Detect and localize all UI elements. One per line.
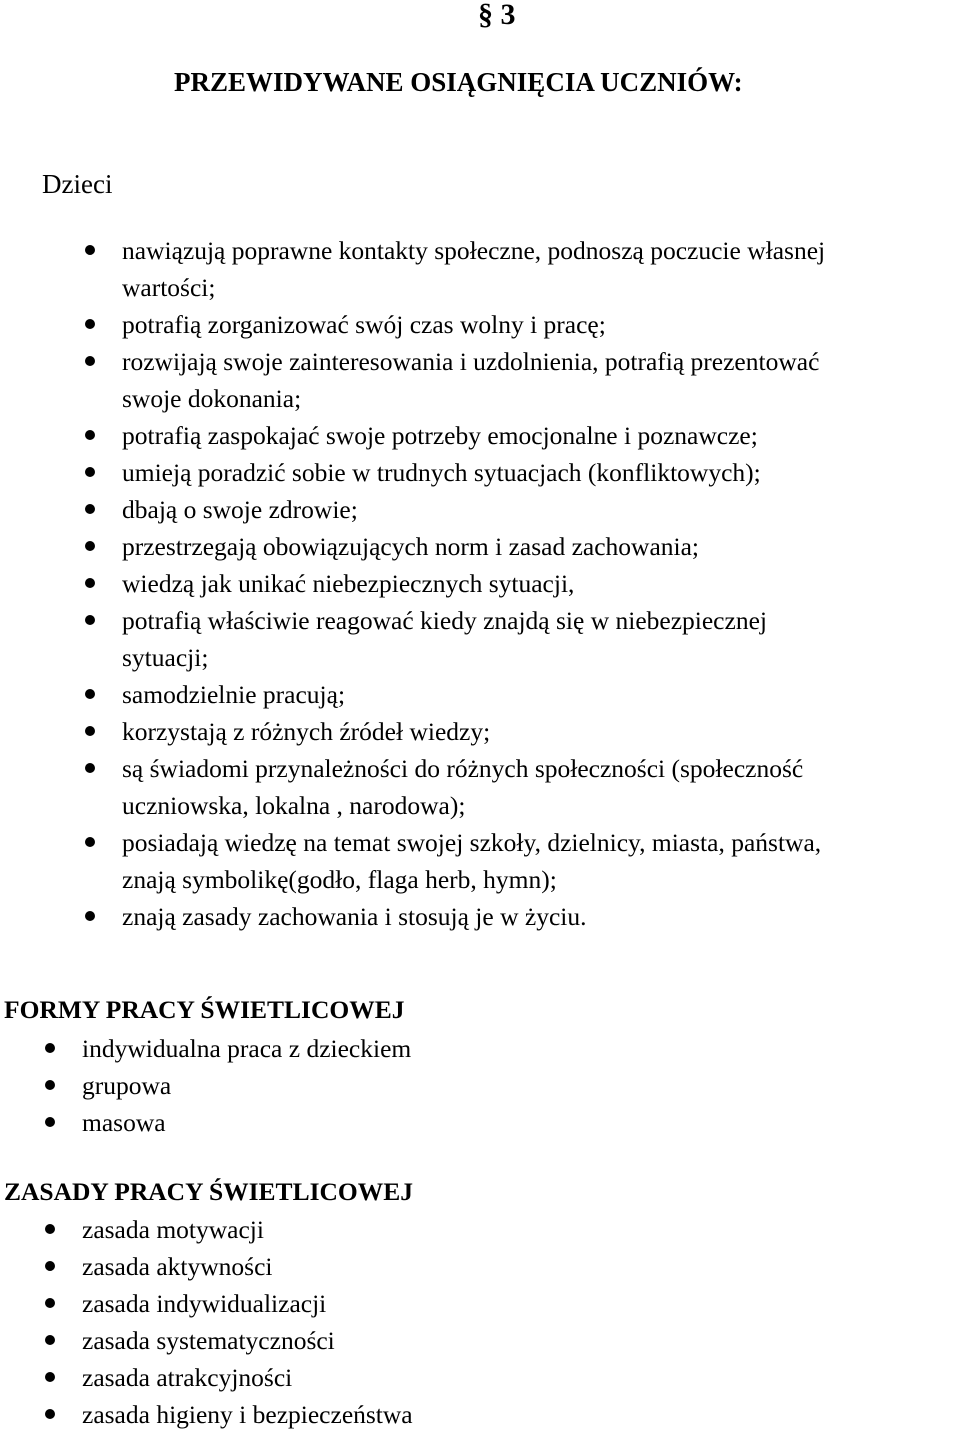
achievement-text-line: wartości; bbox=[122, 273, 216, 302]
bullet-icon bbox=[45, 1043, 55, 1053]
principle-item-text: zasada higieny i bezpieczeństwa bbox=[82, 1400, 413, 1429]
principle-item bbox=[82, 1396, 413, 1433]
principle-item-text: zasada indywidualizacji bbox=[82, 1289, 327, 1318]
achievement-text-line: rozwijają swoje zainteresowania i uzdolnienia, potrafią prezentować bbox=[122, 347, 820, 376]
achievement-text-line: znają symbolikę(godło, flaga herb, hymn); bbox=[122, 865, 557, 894]
principle-item-text: zasada motywacji bbox=[82, 1215, 264, 1244]
form-item bbox=[82, 1030, 411, 1067]
bullet-icon bbox=[45, 1261, 55, 1271]
bullet-icon bbox=[85, 578, 95, 588]
achievement-text-line: znają zasady zachowania i stosują je w życiu. bbox=[122, 902, 587, 931]
form-item-text: masowa bbox=[82, 1108, 166, 1137]
bullet-icon bbox=[85, 763, 95, 773]
bullet-icon bbox=[85, 615, 95, 625]
principles-list bbox=[82, 1211, 413, 1433]
achievement-text-line: swoje dokonania; bbox=[122, 384, 302, 413]
forms-heading: FORMY PRACY ŚWIETLICOWEJ bbox=[4, 995, 405, 1024]
achievement-text-line: przestrzegają obowiązujących norm i zasad zachowania; bbox=[122, 532, 699, 561]
bullet-icon bbox=[45, 1117, 55, 1127]
achievement-item bbox=[122, 454, 960, 491]
bullet-icon bbox=[85, 467, 95, 477]
achievement-item bbox=[122, 417, 960, 454]
achievement-item bbox=[122, 750, 960, 824]
achievement-item bbox=[122, 565, 960, 602]
achievement-text-line: potrafią właściwie reagować kiedy znajdą się w niebezpiecznej bbox=[122, 606, 767, 635]
principle-item bbox=[82, 1285, 413, 1322]
principles-heading: ZASADY PRACY ŚWIETLICOWEJ bbox=[4, 1177, 414, 1206]
principle-item-text: zasada aktywności bbox=[82, 1252, 273, 1281]
bullet-icon bbox=[45, 1224, 55, 1234]
forms-list bbox=[82, 1030, 411, 1141]
form-item-text: grupowa bbox=[82, 1071, 172, 1100]
bullet-icon bbox=[85, 541, 95, 551]
achievement-text-line: potrafią zaspokajać swoje potrzeby emocjonalne i poznawcze; bbox=[122, 421, 758, 450]
achievement-text-line: potrafią zorganizować swój czas wolny i pracę; bbox=[122, 310, 606, 339]
achievement-text-line: wiedzą jak unikać niebezpiecznych sytuacji, bbox=[122, 569, 575, 598]
principle-item-text: zasada systematyczności bbox=[82, 1326, 335, 1355]
achievement-item bbox=[122, 491, 960, 528]
achievement-text-line: sytuacji; bbox=[122, 643, 209, 672]
achievement-item bbox=[122, 232, 960, 306]
form-item bbox=[82, 1104, 411, 1141]
achievement-text-line: korzystają z różnych źródeł wiedzy; bbox=[122, 717, 491, 746]
bullet-icon bbox=[85, 245, 95, 255]
principle-item bbox=[82, 1211, 413, 1248]
bullet-icon bbox=[85, 837, 95, 847]
achievement-item bbox=[122, 824, 960, 898]
bullet-icon bbox=[85, 356, 95, 366]
bullet-icon bbox=[45, 1080, 55, 1090]
achievement-text-line: nawiązują poprawne kontakty społeczne, podnoszą poczucie własnej bbox=[122, 236, 826, 265]
principle-item bbox=[82, 1248, 413, 1285]
achievement-item bbox=[122, 306, 960, 343]
bullet-icon bbox=[85, 504, 95, 514]
achievement-text-line: dbają o swoje zdrowie; bbox=[122, 495, 358, 524]
principle-item bbox=[82, 1322, 413, 1359]
achievement-text-line: są świadomi przynależności do różnych społeczności (społeczność bbox=[122, 754, 804, 783]
achievement-item bbox=[122, 528, 960, 565]
form-item bbox=[82, 1067, 411, 1104]
bullet-icon bbox=[85, 319, 95, 329]
section-number: § 3 bbox=[478, 0, 516, 31]
achievement-item bbox=[122, 602, 960, 676]
achievement-text-line: umieją poradzić sobie w trudnych sytuacjach (konfliktowych); bbox=[122, 458, 761, 487]
achievement-text-line: posiadają wiedzę na temat swojej szkoły, dzielnicy, miasta, państwa, bbox=[122, 828, 822, 857]
form-item-text: indywidualna praca z dzieckiem bbox=[82, 1034, 412, 1063]
bullet-icon bbox=[85, 911, 95, 921]
achievement-text-line: uczniowska, lokalna , narodowa); bbox=[122, 791, 466, 820]
principle-item-text: zasada atrakcyjności bbox=[82, 1363, 293, 1392]
intro-text: Dzieci bbox=[42, 169, 113, 199]
bullet-icon bbox=[45, 1372, 55, 1382]
bullet-icon bbox=[85, 726, 95, 736]
bullet-icon bbox=[45, 1335, 55, 1345]
bullet-icon bbox=[85, 689, 95, 699]
bullet-icon bbox=[85, 430, 95, 440]
achievement-text-line: samodzielnie pracują; bbox=[122, 680, 346, 709]
achievement-item bbox=[122, 343, 960, 417]
achievement-item bbox=[122, 676, 960, 713]
achievement-item bbox=[122, 713, 960, 750]
page-title: PRZEWIDYWANE OSIĄGNIĘCIA UCZNIÓW: bbox=[174, 67, 743, 97]
principle-item bbox=[82, 1359, 413, 1396]
bullet-icon bbox=[45, 1409, 55, 1419]
achievements-list bbox=[122, 232, 960, 935]
bullet-icon bbox=[45, 1298, 55, 1308]
achievement-item bbox=[122, 898, 960, 935]
